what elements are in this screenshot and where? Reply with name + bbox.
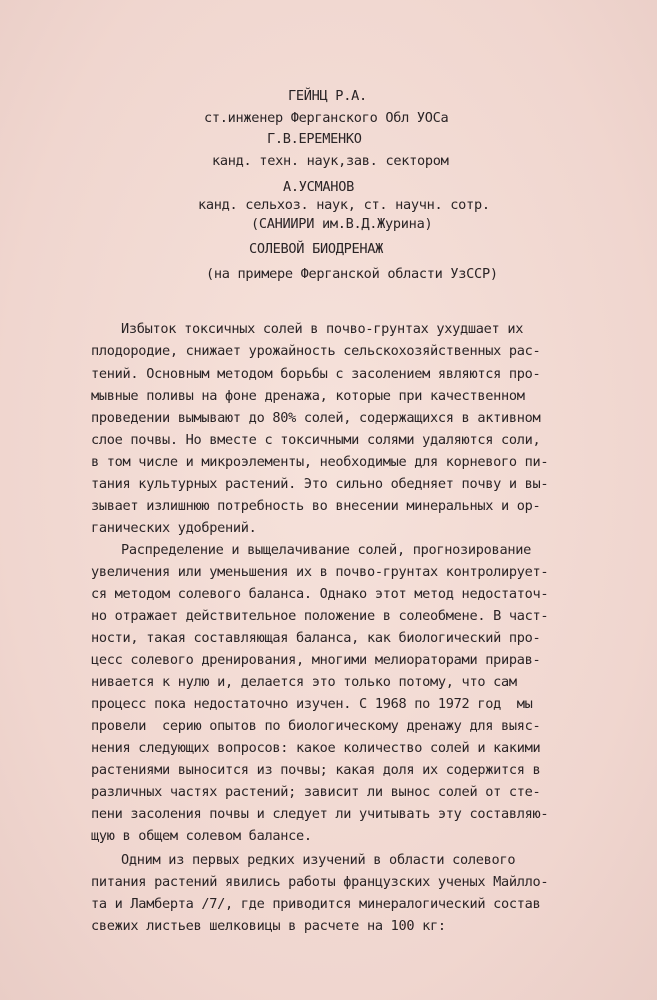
body-line: проведении вымывают до 80% солей, содержащихся в активном [91, 410, 541, 426]
author1-title: ст.инженер Ферганского Обл УОСа [204, 110, 449, 126]
body-line: плодородие, снижает урожайность сельскохозяйственных рас- [91, 343, 541, 359]
body-line: ности, такая составляющая баланса, как биологический про- [91, 630, 541, 646]
body-line: ся методом солевого баланса. Однако этот метод недостаточ- [91, 586, 549, 602]
body-line: провели серию опытов по биологическому дренажу для выяс- [91, 718, 541, 734]
body-line: цесс солевого дренирования, многими мелиораторами прирав- [91, 652, 541, 668]
body-line: та и Ламберта /7/, где приводится минералогический состав [91, 896, 541, 912]
body-line: нения следующих вопросов: какое количество солей и какими [91, 740, 541, 756]
body-line: Распределение и выщелачивание солей, прогнозирование [121, 542, 531, 558]
body-line: тений. Основным методом борьбы с засолением являются про- [91, 366, 541, 382]
body-line: увеличения или уменьшения их в почво-грунтах контролирует- [91, 564, 549, 580]
body-line: в том числе и микроэлементы, необходимые для корневого пи- [91, 454, 549, 470]
body-line: различных частях растений; зависит ли вынос солей от сте- [91, 784, 541, 800]
body-line: но отражает действительное положение в солеобмене. В част- [91, 608, 549, 624]
body-line: слое почвы. Но вместе с токсичными солями удаляются соли, [91, 432, 541, 448]
body-line: мывные поливы на фоне дренажа, которые при качественном [91, 388, 525, 404]
institution: (САНИИРИ им.В.Д.Журина) [251, 216, 433, 232]
body-line: пени засоления почвы и следует ли учитывать эту составляю- [91, 806, 549, 822]
body-line: растениями выносится из почвы; какая доля их содержится в [91, 762, 541, 778]
body-line: питания растений явились работы французских ученых Майлло- [91, 874, 549, 890]
body-line: зывает излишнюю потребность во внесении минеральных и ор- [91, 498, 541, 514]
author3-title: канд. сельхоз. наук, ст. научн. сотр. [198, 197, 490, 213]
paper-title: СОЛЕВОЙ БИОДРЕНАЖ [249, 241, 384, 257]
author2-name: Г.В.ЕРЕМЕНКО [267, 131, 362, 147]
body-line: Избыток токсичных солей в почво-грунтах ухудшает их [121, 321, 524, 337]
body-line: ганических удобрений. [91, 520, 257, 536]
author2-title: канд. техн. наук,зав. сектором [212, 153, 449, 169]
author3-name: А.УСМАНОВ [283, 179, 354, 195]
body-line: тания культурных растений. Это сильно обедняет почву и вы- [91, 476, 549, 492]
body-line: щую в общем солевом балансе. [91, 828, 312, 844]
paper-subtitle: (на примере Ферганской области УзССР) [206, 266, 498, 282]
author1-name: ГЕЙНЦ Р.А. [288, 88, 367, 104]
body-line: Одним из первых редких изучений в области солевого [121, 852, 516, 868]
body-line: нивается к нулю и, делается это только потому, что сам [91, 674, 517, 690]
body-line: свежих листьев шелковицы в расчете на 100 кг: [91, 918, 446, 934]
body-line: процесс пока недостаточно изучен. С 1968 по 1972 год мы [91, 696, 533, 712]
